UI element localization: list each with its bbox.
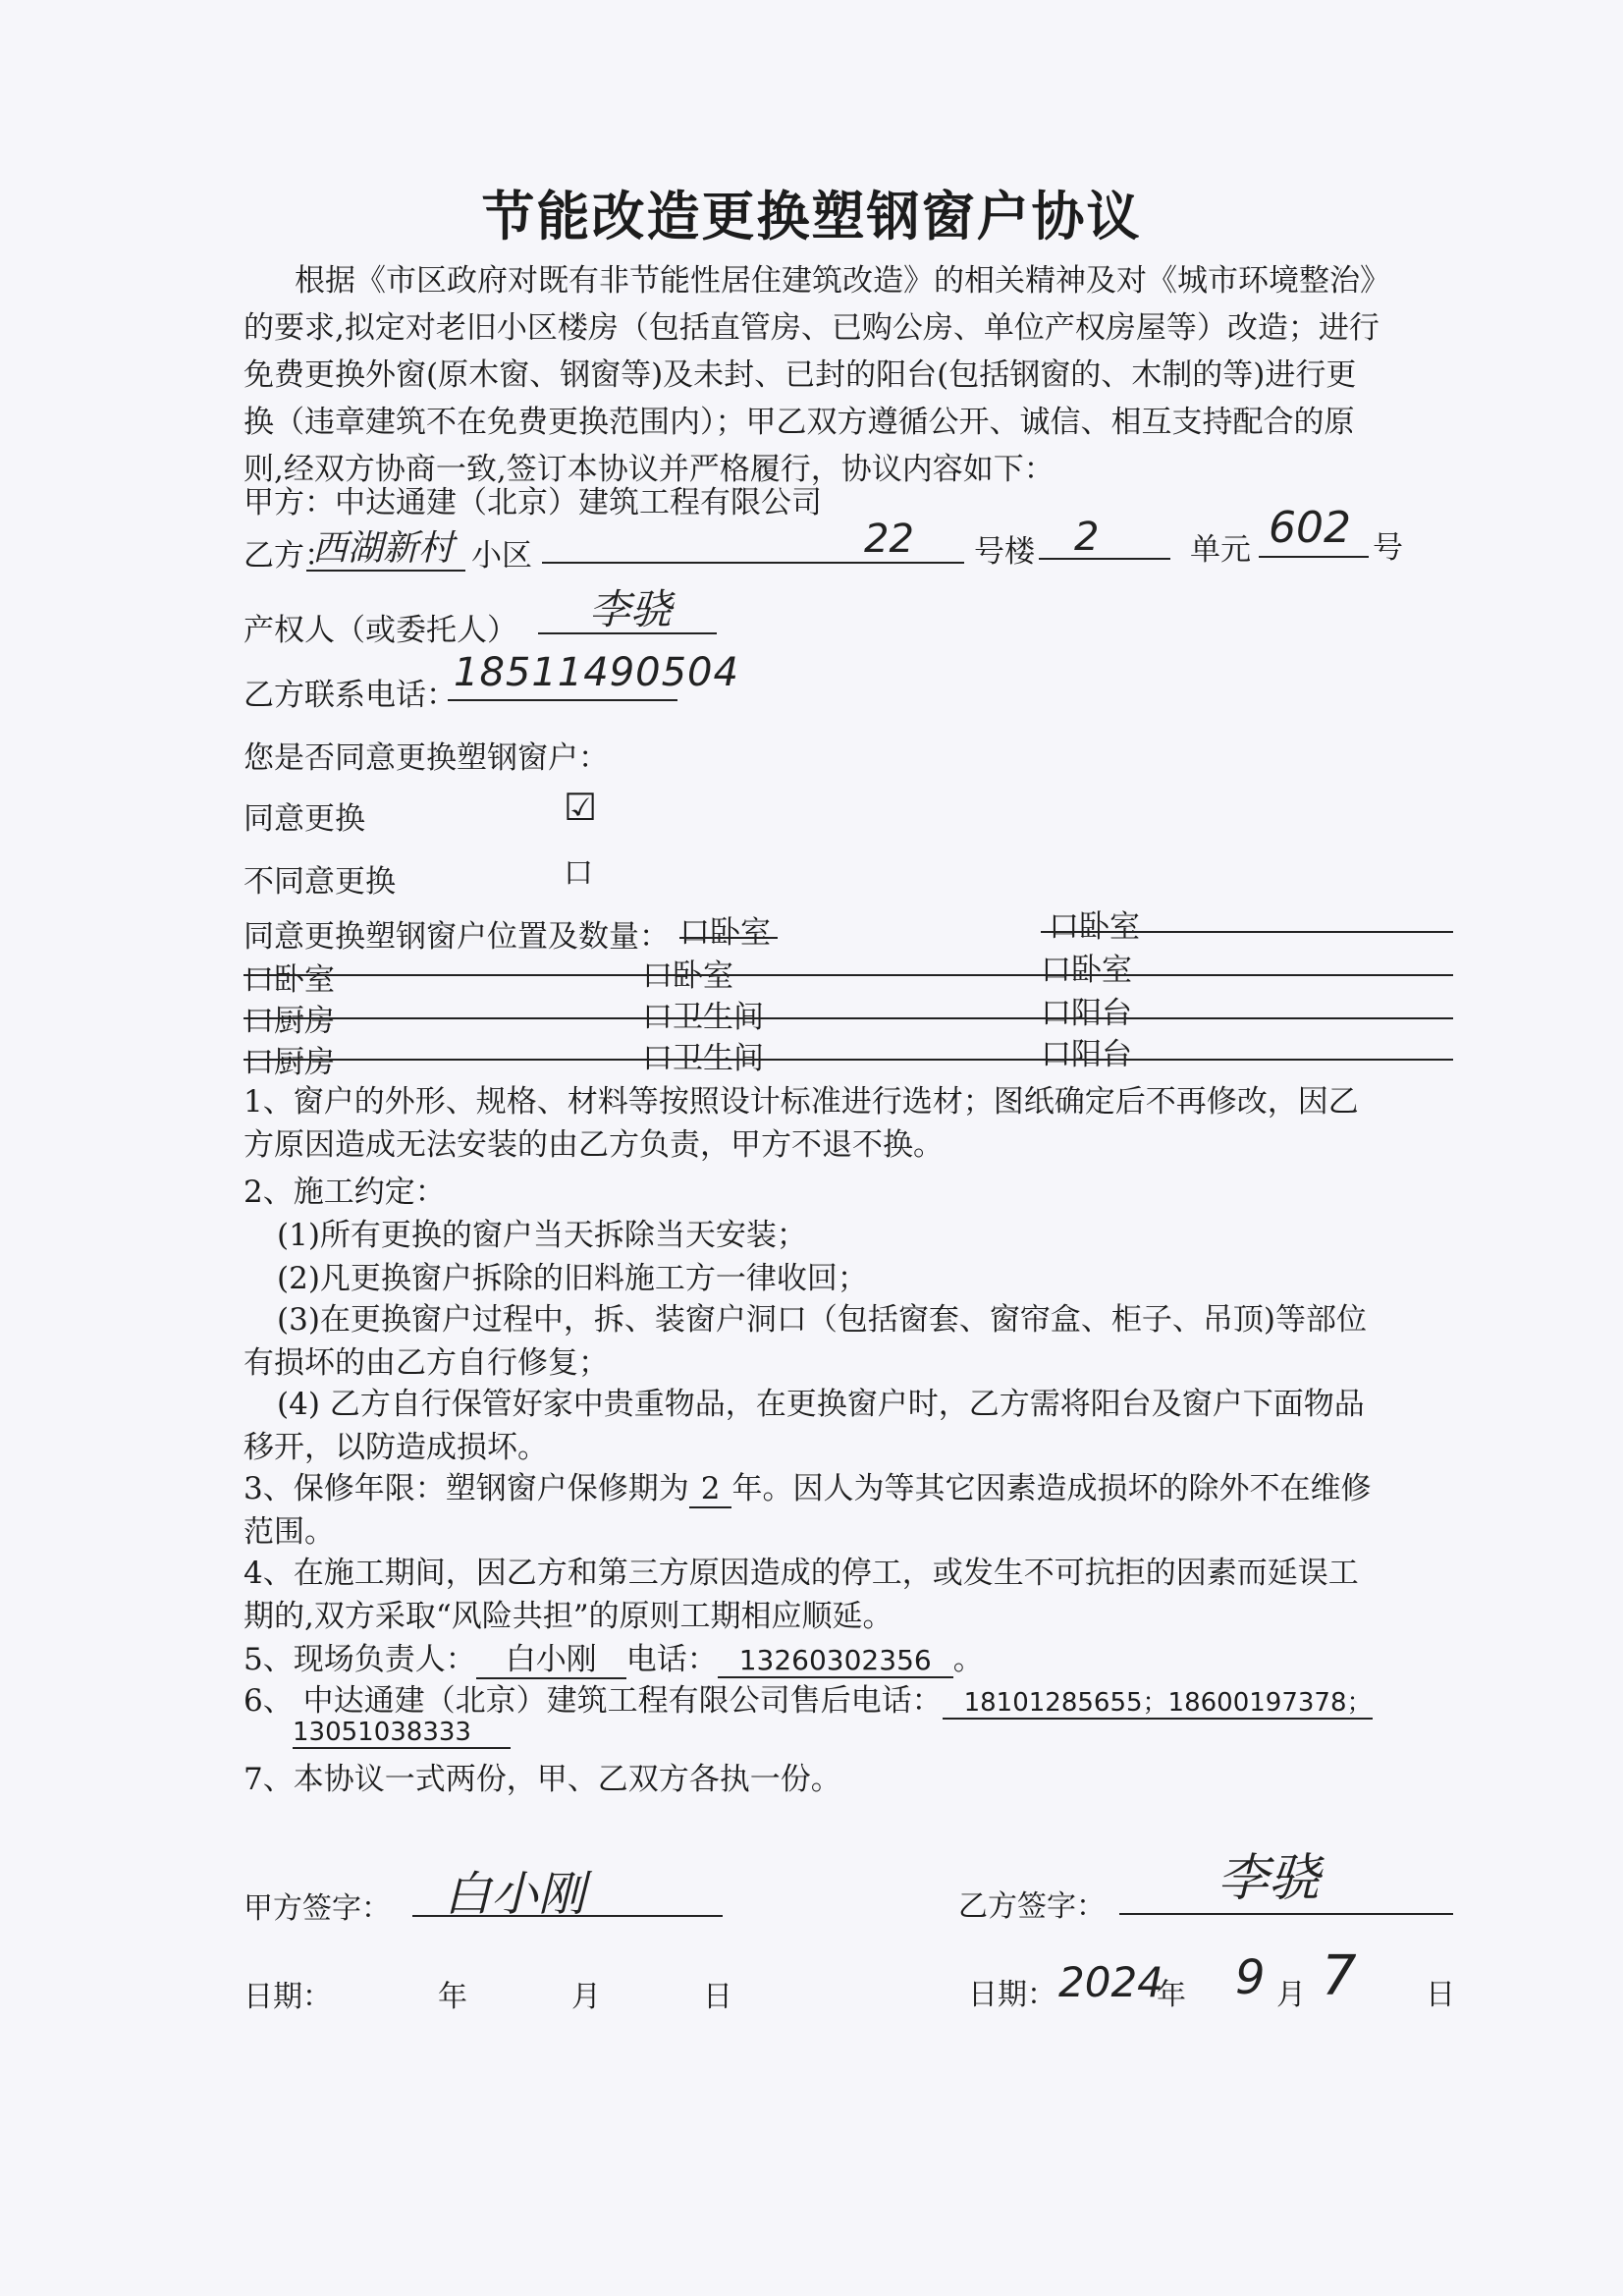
- after-sales-phones-2: 13051038333: [293, 1718, 511, 1749]
- consent-question: 您是否同意更换塑钢窗户：: [243, 740, 609, 776]
- clause-5-end: 。: [952, 1642, 984, 1677]
- signature-b-value: 李骁: [1217, 1849, 1321, 1908]
- clause-6-line-2: [293, 1713, 511, 1748]
- position-r3-c1[interactable]: 口厨房: [243, 1004, 335, 1039]
- date-b-label: 日期：: [968, 1978, 1056, 2012]
- after-sales-phones-1: 18101285655；18600197378；: [943, 1688, 1373, 1720]
- position-r1-c1[interactable]: 口卧室: [679, 915, 771, 951]
- clause-4-line-2: 期的,双方采取“风险共担”的原则工期相应顺延。: [243, 1599, 893, 1634]
- owner-value: 李骁: [589, 585, 673, 633]
- page-title: 节能改造更换塑钢窗户协议: [481, 185, 1142, 247]
- unit-suffix: 单元: [1190, 532, 1251, 568]
- clause-2-4-line-1: (4) 乙方自行保管好家中贵重物品，在更换窗户时，乙方需将阳台及窗户下面物品: [277, 1387, 1365, 1422]
- clause-2-1: (1)所有更换的窗户当天拆除当天安装；: [277, 1218, 807, 1253]
- clause-2-4-line-2: 移开，以防造成损坏。: [243, 1430, 548, 1465]
- intro-line-4: 换（违章建筑不在免费更换范围内）；甲乙双方遵循公开、诚信、相互支持配合的原: [243, 405, 1355, 440]
- party-a: 甲方：中达通建（北京）建筑工程有限公司: [243, 485, 822, 520]
- position-r2-c3[interactable]: 口卧室: [1041, 953, 1132, 988]
- party-b-unit: 2: [1074, 515, 1100, 560]
- room-underline: [1259, 556, 1369, 558]
- phone-value: 18511490504: [454, 650, 739, 695]
- signature-a-label: 甲方签字：: [243, 1891, 391, 1926]
- position-r4-c3[interactable]: 口阳台: [1041, 1037, 1132, 1072]
- positions-underline-r4: [243, 1059, 1453, 1061]
- clause-2: 2、施工约定：: [243, 1175, 446, 1210]
- party-b-label: 乙方：: [243, 538, 335, 574]
- date-a-label: 日期：: [243, 1980, 332, 2014]
- clause-3-prefix: 3、保修年限：塑钢窗户保修期为: [243, 1471, 689, 1506]
- position-r3-c2[interactable]: 口卫生间: [642, 1000, 764, 1035]
- site-manager-phone: 13260302356: [718, 1644, 953, 1678]
- position-r3-c3[interactable]: 口阳台: [1041, 996, 1132, 1031]
- clause-5-prefix: 5、现场负责人：: [243, 1642, 476, 1677]
- intro-line-1: 根据《市区政府对既有非节能性居住建筑改造》的相关精神及对《城市环境整治》: [295, 263, 1390, 299]
- clause-4-line-1: 4、在施工期间，因乙方和第三方原因造成的停工，或发生不可抗拒的因素而延误工: [243, 1556, 1359, 1591]
- disagree-label: 不同意更换: [243, 864, 396, 900]
- community-suffix: 小区: [471, 538, 532, 574]
- date-a-month: 月: [571, 1980, 601, 2014]
- position-r4-c2[interactable]: 口卫生间: [642, 1041, 764, 1076]
- intro-line-3: 免费更换外窗(原木窗、钢窗等)及未封、已封的阳台(包括钢窗的、木制的等)进行更: [243, 357, 1357, 393]
- positions-underline-r1b: [1041, 931, 1453, 933]
- community-underline: [306, 570, 465, 572]
- intro-line-5: 则,经双方协商一致,签订本协议并严格履行，协议内容如下：: [243, 452, 1055, 487]
- unit-underline: [1039, 558, 1170, 560]
- position-r2-c2[interactable]: 口卧室: [642, 958, 733, 994]
- position-r1-c2[interactable]: 口卧室: [1049, 909, 1140, 945]
- clause-5: [243, 1634, 984, 1678]
- position-r2-c1[interactable]: 口卧室: [243, 962, 335, 998]
- clause-2-3-line-2: 有损坏的由乙方自行修复；: [243, 1345, 609, 1381]
- date-b-month-value: 9: [1235, 1950, 1266, 2005]
- clause-3-suffix: 年。因人为等其它因素造成损坏的除外不在维修: [731, 1471, 1372, 1506]
- clause-5-phone-label: 电话：: [625, 1642, 718, 1677]
- signature-b-underline: [1119, 1913, 1453, 1915]
- signature-a-underline: [412, 1915, 723, 1917]
- phone-underline: [448, 699, 677, 701]
- agree-checkbox[interactable]: ☑: [564, 786, 598, 829]
- owner-underline: [538, 632, 717, 634]
- positions-underline-r3: [243, 1017, 1453, 1019]
- clause-2-3-line-1: (3)在更换窗户过程中，拆、装窗户洞口（包括窗套、窗帘盒、柜子、吊顶)等部位: [277, 1302, 1368, 1338]
- clause-7: 7、本协议一式两份，甲、乙双方各执一份。: [243, 1762, 841, 1797]
- date-b-day-value: 7: [1322, 1944, 1357, 2008]
- signature-a-value: 白小刚: [444, 1867, 586, 1922]
- date-b-month: 月: [1276, 1978, 1306, 2012]
- party-b-building: 22: [864, 517, 914, 562]
- clause-1-line-1: 1、窗户的外形、规格、材料等按照设计标准进行选材；图纸确定后不再修改，因乙: [243, 1084, 1359, 1120]
- site-manager-name: 白小刚: [476, 1642, 626, 1679]
- agree-label: 同意更换: [243, 801, 365, 837]
- party-b-community: 西湖新村: [312, 528, 455, 569]
- building-suffix: 号楼: [974, 534, 1035, 570]
- positions-label: 同意更换塑钢窗户位置及数量：: [243, 919, 670, 955]
- warranty-years: 2: [689, 1471, 732, 1508]
- room-suffix: 号: [1373, 530, 1403, 566]
- party-b-room: 602: [1269, 503, 1351, 553]
- signature-b-label: 乙方签字：: [958, 1889, 1106, 1924]
- disagree-checkbox[interactable]: 口: [564, 856, 593, 891]
- date-b-year: 年: [1157, 1978, 1186, 2012]
- clause-3-line-2: 范围。: [243, 1514, 335, 1550]
- building-underline: [542, 562, 964, 564]
- date-a-year: 年: [438, 1980, 467, 2014]
- clause-3-line-1: [243, 1463, 1371, 1507]
- clause-2-2: (2)凡更换窗户拆除的旧料施工方一律收回；: [277, 1261, 868, 1296]
- positions-underline-r2: [243, 974, 1453, 976]
- clause-1-line-2: 方原因造成无法安装的由乙方负责，甲方不退不换。: [243, 1127, 944, 1163]
- date-b-day: 日: [1426, 1978, 1455, 2012]
- position-r4-c1[interactable]: 口厨房: [243, 1045, 335, 1080]
- clause-6-prefix: 6、 中达通建（北京）建筑工程有限公司售后电话：: [243, 1683, 943, 1719]
- phone-label: 乙方联系电话：: [243, 678, 457, 713]
- date-b-year-value: 2024: [1058, 1958, 1163, 2006]
- intro-line-2: 的要求,拟定对老旧小区楼房（包括直管房、已购公房、单位产权房屋等）改造；进行: [243, 310, 1380, 346]
- positions-underline-r1a: [679, 937, 778, 939]
- date-a-day: 日: [703, 1980, 732, 2014]
- owner-label: 产权人（或委托人）: [243, 613, 517, 648]
